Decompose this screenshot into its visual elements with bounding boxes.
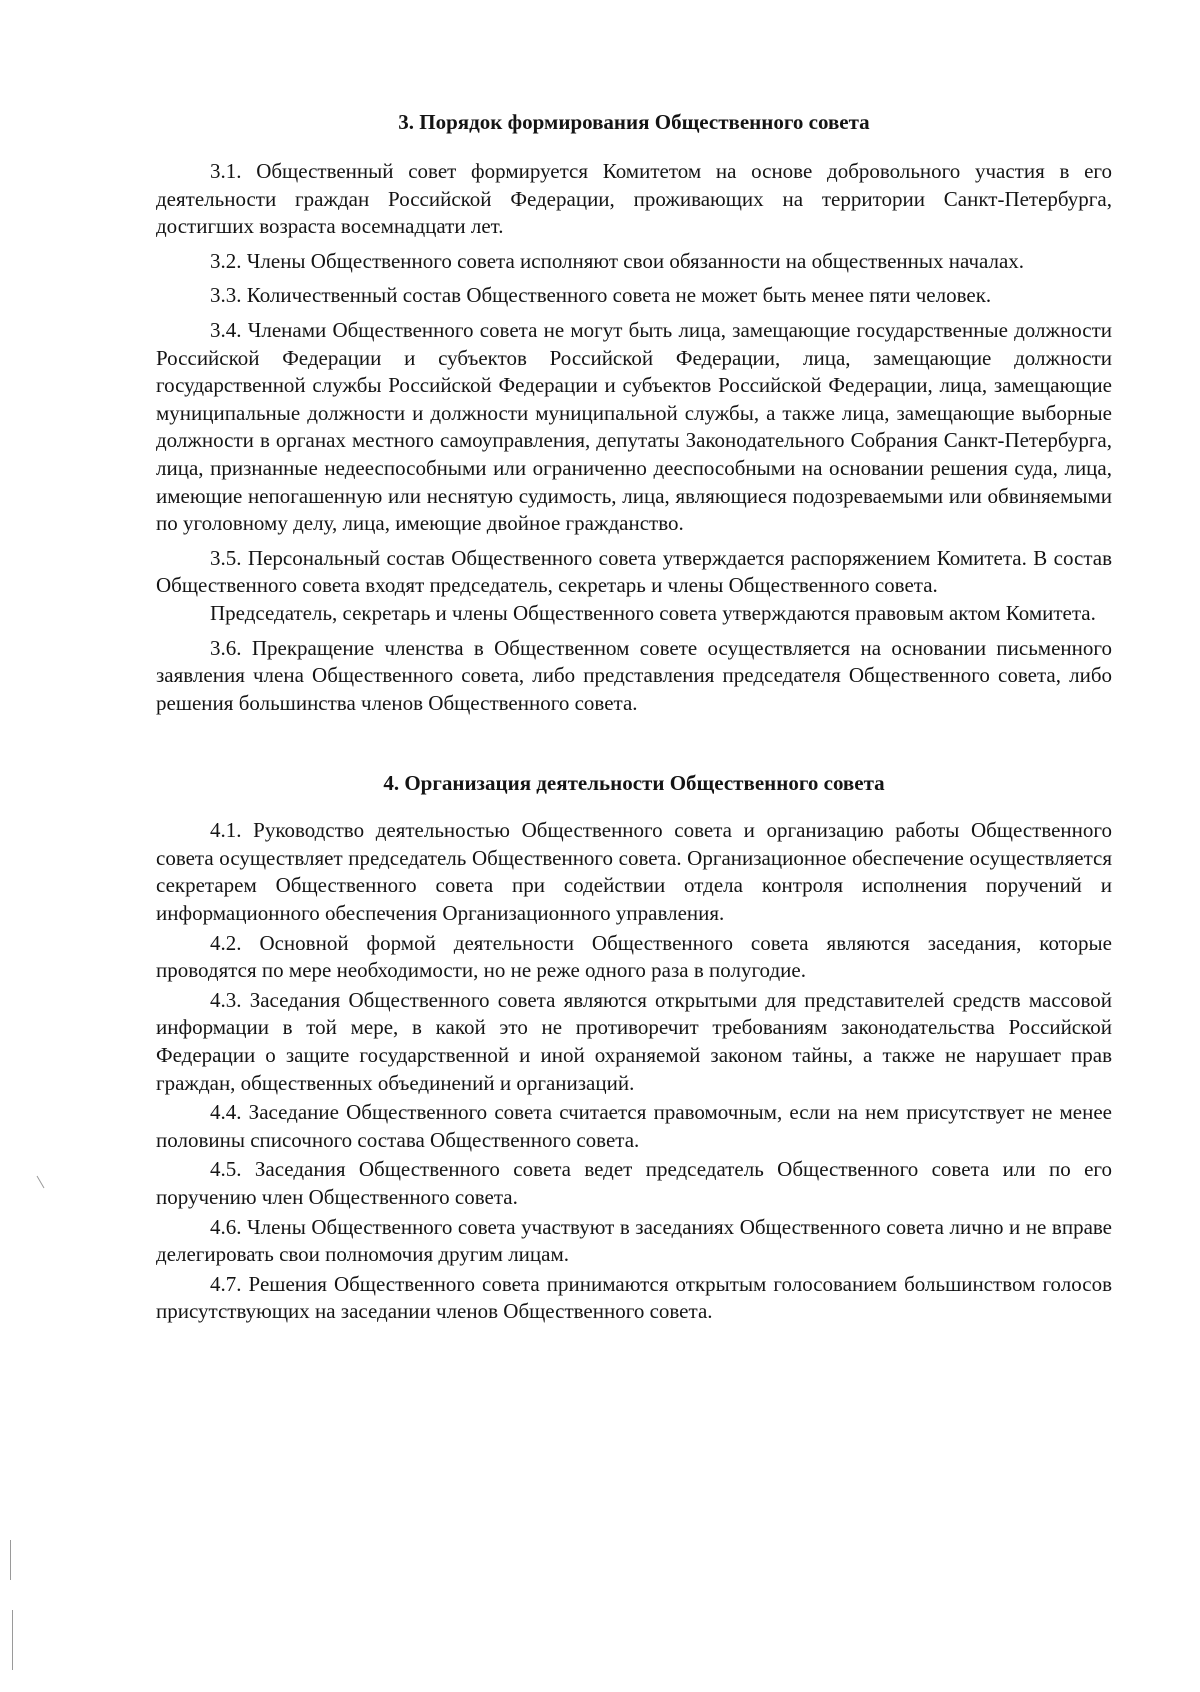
paragraph-3-6: 3.6. Прекращение членства в Общественном совете осуществляется на основании письменного заявления члена Общественного совета, либо представления председателя Общественного совета, либо решения большинства членов Общественного совета.	[156, 635, 1112, 715]
paragraph-3-5: 3.5. Персональный состав Общественного совета утверждается распоряжением Комитета. В состав Общественного совета входят председатель, секретарь и члены Общественного совета.	[156, 545, 1112, 598]
paragraph-3-5-continued: Председатель, секретарь и члены Общественного совета утверждаются правовым актом Комитета.	[210, 600, 1096, 625]
paragraph-3-3: 3.3. Количественный состав Общественного совета не может быть менее пяти человек.	[210, 283, 992, 308]
paragraph-4-5: 4.5. Заседания Общественного совета ведет председатель Общественного совета или по его поручению член Общественного совета.	[156, 1157, 1112, 1209]
section-3	[156, 108, 1112, 717]
paragraph-3-4: 3.4. Членами Общественного совета не могут быть лица, замещающие государственные должности Российской Федерации и субъектов Российской Федерации, лица, замещающие должности государственной службы Российской Федерации и субъектов Российской Федерации, лица, замещающие муниципальные должности и должности муниципальной службы, а также лица, замещающие выборные должности в органах местного самоуправления, депутаты Законодательного Собрания Санкт-Петербурга, лица, признанные недееспособными или ограниченно дееспособными на основании решения суда, лица, имеющие непогашенную или неснятую судимость, лица, являющиеся подозреваемыми или обвиняемыми по уголовному делу, лица, имеющие двойное гражданство.	[156, 317, 1112, 536]
section-3-heading: 3. Порядок формирования Общественного совета	[398, 110, 870, 134]
section-4	[156, 769, 1112, 1326]
paragraph-4-7: 4.7. Решения Общественного совета принимаются открытым голосованием большинством голосов присутствующих на заседании членов Общественного совета.	[156, 1271, 1112, 1324]
paragraph-3-2: 3.2. Члены Общественного совета исполняют свои обязанности на общественных началах.	[210, 248, 1025, 273]
paragraph-4-6: 4.6. Члены Общественного совета участвуют в заседаниях Общественного совета лично и не вправе делегировать свои полномочия другим лицам.	[156, 1214, 1112, 1267]
scan-mark	[37, 1176, 45, 1189]
scan-mark	[12, 1610, 13, 1670]
paragraph-4-1: 4.1. Руководство деятельностью Общественного совета и организацию работы Общественного совета осуществляет председатель Общественного совета. Организационное обеспечение осуществляется секретарем Общественного совета при содействии отдела контроля исполнения поручений и информационного обеспечения Организационного управления.	[156, 818, 1112, 926]
paragraph-3-1: 3.1. Общественный совет формируется Комитетом на основе добровольного участия в его деятельности граждан Российской Федерации, проживающих на территории Санкт-Петербурга, достигших возраста восемнадцати лет.	[156, 159, 1112, 239]
paragraph-4-2: 4.2. Основной формой деятельности Общественного совета являются заседания, которые проводятся по мере необходимости, но не реже одного раза в полугодие.	[156, 930, 1112, 983]
paragraph-4-4: 4.4. Заседание Общественного совета считается правомочным, если на нем присутствует не менее половины списочного состава Общественного совета.	[156, 1100, 1112, 1152]
paragraph-4-3: 4.3. Заседания Общественного совета являются открытыми для представителей средств массовой информации в той мере, в какой это не противоречит требованиям законодательства Российской Федерации о защите государственной и иной охраняемой законом тайны, а также не нарушает прав граждан, общественных объединений и организаций.	[156, 987, 1112, 1095]
scan-mark	[10, 1540, 11, 1580]
section-4-heading: 4. Организация деятельности Общественного совета	[383, 771, 885, 796]
